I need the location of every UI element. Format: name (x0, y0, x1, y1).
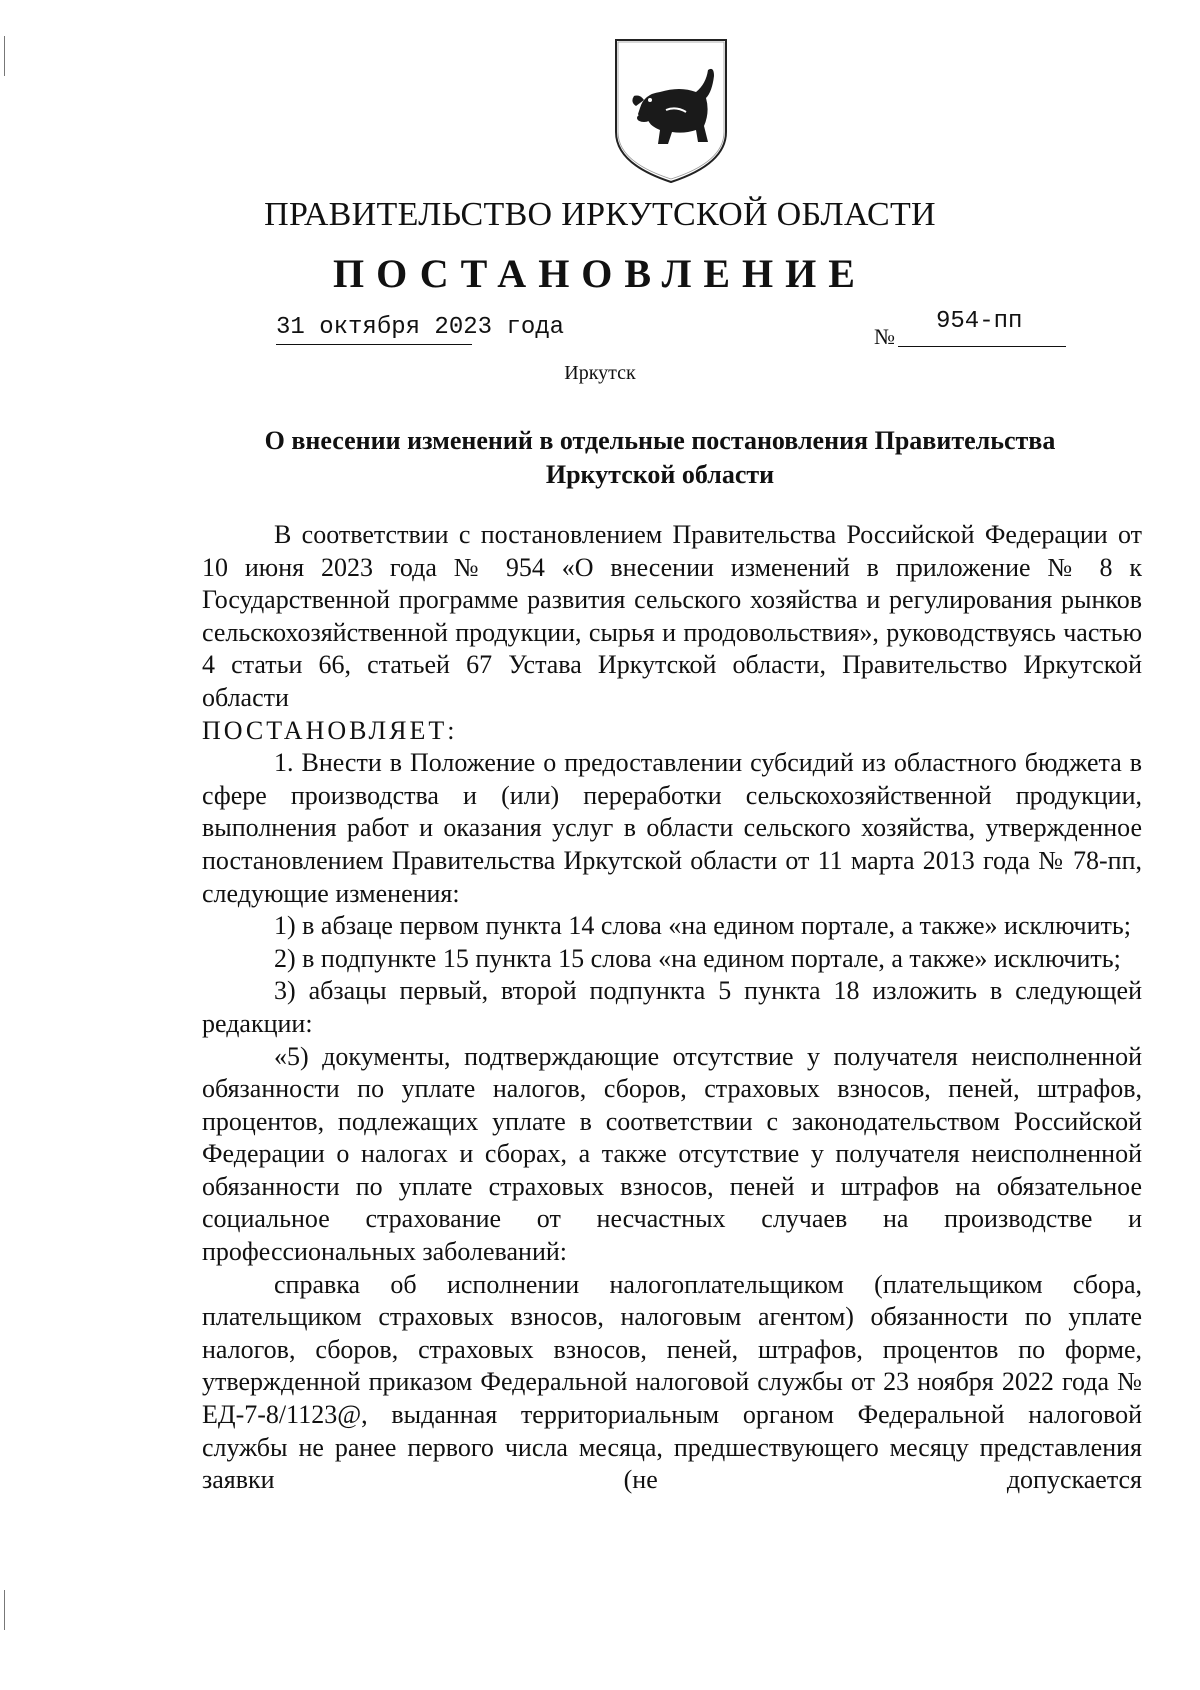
number-sign: № (874, 324, 895, 349)
preamble-paragraph: В соответствии с постановлением Правительства Российской Федерации от 10 июня 2023 года № 954 «О внесении изменений в приложение № 8 к Государственной программе развития сельского хозяйства и регулирования рынков сельскохозяйственной продукции, сырья и продовольствия», руководствуясь частью 4 статьи 66, статьей 67 Устава Иркутской области, Правительство Иркутской области (202, 520, 1142, 712)
document-number: 954-пп (936, 308, 1023, 335)
document-date: 31 октября 2023 года (276, 314, 565, 341)
title-line-1: О внесении изменений в отдельные постановления Правительства (264, 426, 1056, 455)
subitem-1-paragraph: 1) в абзаце первом пункта 14 слова «на едином портале, а также» исключить; (274, 911, 1131, 941)
resolve-heading: ПОСТАНОВЛЯЕТ: (202, 715, 458, 745)
number-underline (898, 346, 1066, 347)
title-line-2: Иркутской области (545, 460, 775, 489)
certificate-paragraph: справка об исполнении налогоплательщиком (плательщиком сбора, плательщиком страховых взносов, налоговым агентом) обязанности по уплате налогов, сборов, страховых взносов, пеней, штрафов, процентов по форме, утвержденной приказом Федеральной налоговой службы от 23 ноября 2022 года № ЕД-7-8/1123@, выданная территориальным органом Федеральной налоговой службы не ранее первого числа месяца, предшествующего месяцу представления заявки (не допускается (202, 1269, 1142, 1495)
document-title (200, 424, 1120, 492)
quote-item-5-paragraph: «5) документы, подтверждающие отсутствие у получателя неисполненной обязанности по уплате налогов, сборов, страховых взносов, пеней, штрафов, процентов, подлежащих уплате в соответствии с законодательством Российской Федерации о налогах и сборах, а также отсутствие у получателя неисполненной обязанности по уплате страховых взносов, пеней и штрафов на обязательное социальное страхование от несчастных случаев на производстве и профессиональных заболеваний: (202, 1041, 1142, 1267)
subitem-3-paragraph: 3) абзацы первый, второй подпункта 5 пункта 18 изложить в следующей редакции: (202, 976, 1142, 1038)
scan-margin-mark (4, 1590, 5, 1630)
organization-name: ПРАВИТЕЛЬСТВО ИРКУТСКОЙ ОБЛАСТИ (264, 196, 936, 233)
scan-margin-mark (4, 36, 5, 76)
coat-of-arms-icon (610, 36, 732, 186)
document-type: ПОСТАНОВЛЕНИЕ (333, 251, 867, 296)
document-city: Иркутск (564, 362, 636, 384)
document-body (202, 519, 1142, 1497)
item-1-paragraph: 1. Внести в Положение о предоставлении субсидий из областного бюджета в сфере производства и (или) переработки сельскохозяйственной продукции, выполнения работ и оказания услуг в области сельского хозяйства, утвержденное постановлением Правительства Иркутской области от 11 марта 2013 года № 78-пп, следующие изменения: (202, 748, 1142, 908)
subitem-2-paragraph: 2) в подпункте 15 пункта 15 слова «на едином портале, а также» исключить; (274, 943, 1121, 973)
date-underline (276, 344, 472, 345)
